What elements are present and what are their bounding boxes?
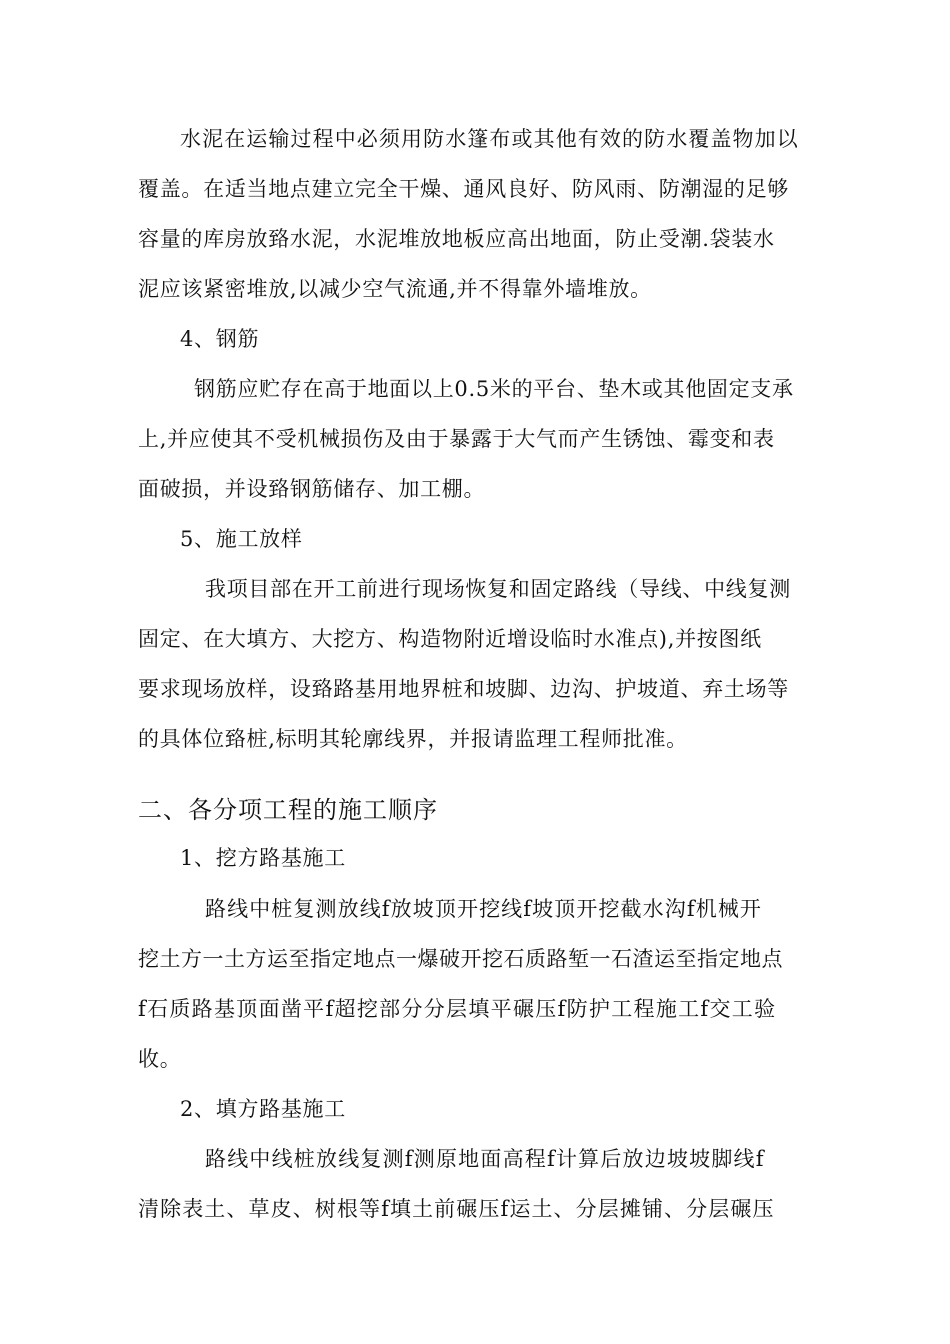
text-line: 固定、在大填方、大挖方、构造物附近增设临时水准点),并按图纸 xyxy=(138,627,762,651)
text-line: 覆盖。在适当地点建立完全干燥、通风良好、防风雨、防潮湿的足够 xyxy=(138,177,789,201)
text-line: 挖土方一土方运至指定地点一爆破开挖石质路堑一石渣运至指定地点 xyxy=(138,947,783,971)
text-line: 路线中桩复测放线f放坡顶开挖线f坡顶开挖截水沟f机械开 xyxy=(205,897,763,921)
item-title-rebar: 4、钢筋 xyxy=(180,327,260,351)
text-line: 容量的库房放臵水泥，水泥堆放地板应高出地面，防止受潮.袋装水 xyxy=(138,227,775,251)
text-line: 我项目部在开工前进行现场恢复和固定路线（导线、中线复测 xyxy=(205,577,791,601)
text-line: 清除表土、草皮、树根等f填土前碾压f运土、分层摊铺、分层碾压 xyxy=(138,1197,775,1221)
text-line: 钢筋应贮存在高于地面以上0.5米的平台、垫木或其他固定支承 xyxy=(194,377,794,401)
text-line: f石质路基顶面凿平f超挖部分分层填平碾压f防护工程施工f交工验 xyxy=(138,997,777,1021)
item-title-layout: 5、施工放样 xyxy=(180,527,303,551)
text-line: 路线中线桩放线复测f测原地面高程f计算后放边坡坡脚线f xyxy=(205,1147,765,1171)
item-title-excavation: 1、挖方路基施工 xyxy=(180,846,346,870)
section-heading: 二、各分项工程的施工顺序 xyxy=(138,796,438,824)
text-line: 要求现场放样，设臵路基用地界桩和坡脚、边沟、护坡道、弃土场等 xyxy=(138,677,789,701)
text-line: 收。 xyxy=(138,1047,182,1071)
text-line: 的具体位臵桩,标明其轮廓线界，并报请监理工程师批准。 xyxy=(138,727,688,751)
text-line: 泥应该紧密堆放,以减少空气流通,并不得靠外墙堆放。 xyxy=(138,277,652,301)
text-line: 面破损，并设臵钢筋储存、加工棚。 xyxy=(138,477,486,501)
text-line: 水泥在运输过程中必须用防水篷布或其他有效的防水覆盖物加以 xyxy=(180,127,799,151)
item-title-fill: 2、填方路基施工 xyxy=(180,1097,346,1121)
text-line: 上,并应使其不受机械损伤及由于暴露于大气而产生锈蚀、霉变和表 xyxy=(138,427,775,451)
